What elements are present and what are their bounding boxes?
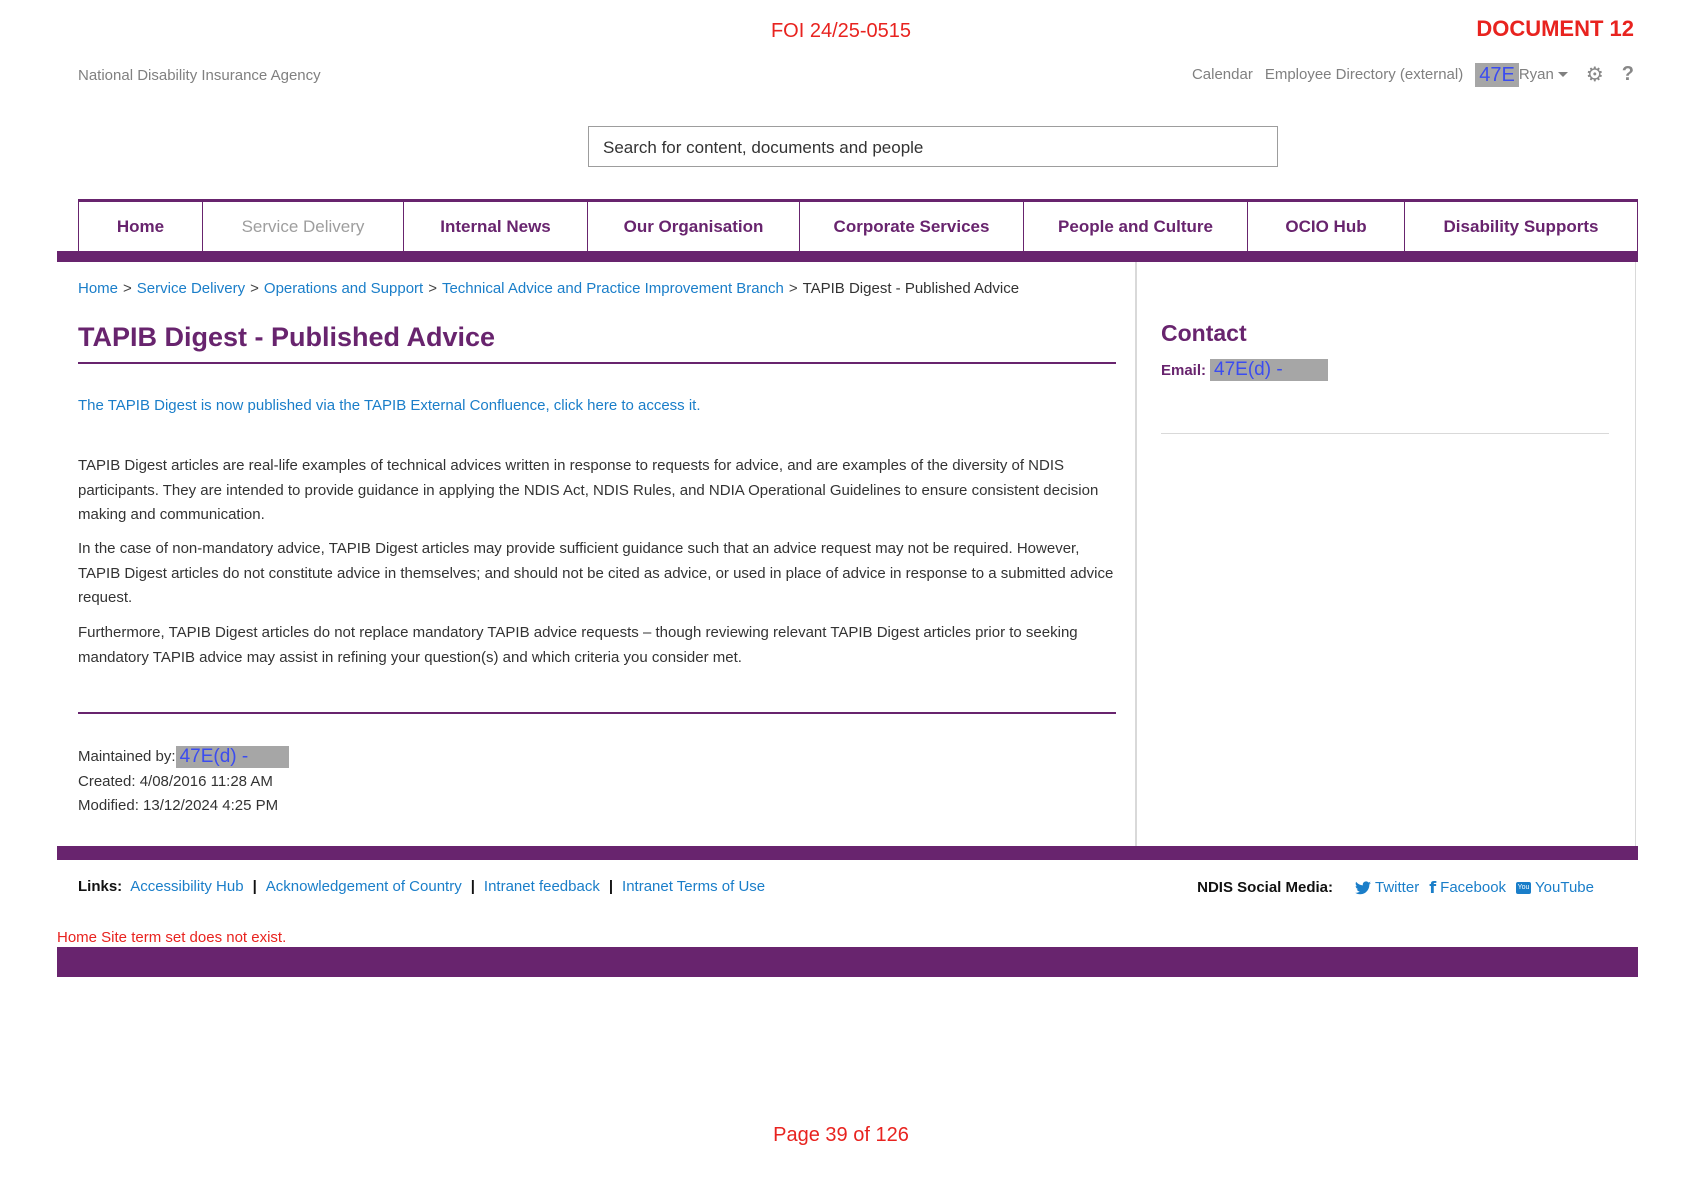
employee-directory-link[interactable]: Employee Directory (external) xyxy=(1264,66,1464,83)
maintained-redaction: 47E(d) - xyxy=(176,746,289,768)
accessibility-hub-link[interactable]: Accessibility Hub xyxy=(130,878,244,895)
bottom-band xyxy=(57,947,1638,977)
twitter-icon xyxy=(1355,881,1371,895)
youtube-icon: You xyxy=(1516,882,1531,894)
nav-item-disability-supports[interactable]: Disability Supports xyxy=(1404,202,1638,251)
nav-item-corporate-services[interactable]: Corporate Services xyxy=(799,202,1023,251)
content-divider xyxy=(78,712,1116,714)
nav-item-our-organisation[interactable]: Our Organisation xyxy=(587,202,799,251)
chevron-down-icon[interactable] xyxy=(1558,72,1568,77)
acknowledgement-link[interactable]: Acknowledgement of Country xyxy=(265,878,462,895)
document-label: DOCUMENT 12 xyxy=(1476,16,1634,41)
main-nav xyxy=(78,199,1638,251)
gear-icon[interactable]: ⚙ xyxy=(1585,64,1604,86)
email-redaction: 47E(d) - xyxy=(1210,359,1328,381)
user-menu[interactable]: Ryan xyxy=(1518,66,1554,83)
twitter-link[interactable]: Twitter xyxy=(1355,879,1419,896)
sidebar-edge xyxy=(1635,262,1636,847)
footer-links: Links: Accessibility Hub | Acknowledgement of Country | Intranet feedback | Intranet Terms of Use xyxy=(78,878,766,895)
paragraph-3: Furthermore, TAPIB Digest articles do not replace mandatory TAPIB advice requests – though reviewing relevant TAPIB Digest articles prior to seeking mandatory TAPIB advice may assist in refining your question(s) and which criteria you consider met. xyxy=(78,624,1078,666)
nav-item-internal-news[interactable]: Internal News xyxy=(403,202,587,251)
agency-name[interactable]: National Disability Insurance Agency xyxy=(78,67,321,84)
paragraph-2: In the case of non-mandatory advice, TAPIB Digest articles may provide sufficient guidance such that an advice request may not be required. However, TAPIB Digest articles do not constitute advice in themselves; and should not be cited as advice, or used in place of advice in response to a submitted advice request. xyxy=(78,540,1114,606)
intranet-feedback-link[interactable]: Intranet feedback xyxy=(483,878,600,895)
contact-title: Contact xyxy=(1161,320,1247,346)
title-divider xyxy=(78,362,1116,364)
nav-band xyxy=(57,251,1638,262)
nav-item-ocio-hub[interactable]: OCIO Hub xyxy=(1247,202,1404,251)
user-redaction: 47E xyxy=(1475,63,1519,87)
error-message: Home Site term set does not exist. xyxy=(57,929,287,946)
breadcrumb-operations-support[interactable]: Operations and Support xyxy=(263,280,424,297)
breadcrumb: Home > Service Delivery > Operations and Support > Technical Advice and Practice Improvement Branch > TAPIB Digest - Published Advice xyxy=(78,280,1020,297)
breadcrumb-home[interactable]: Home xyxy=(78,280,119,297)
created-date: Created: 4/08/2016 11:28 AM xyxy=(78,773,273,790)
nav-item-people-and-culture[interactable]: People and Culture xyxy=(1023,202,1247,251)
facebook-icon: f xyxy=(1429,878,1437,897)
nav-item-home[interactable]: Home xyxy=(78,202,202,251)
intranet-terms-link[interactable]: Intranet Terms of Use xyxy=(622,878,766,895)
search-input[interactable]: Search for content, documents and people xyxy=(588,126,1278,167)
facebook-link[interactable]: f Facebook xyxy=(1429,878,1507,897)
sidebar-rule xyxy=(1161,433,1609,434)
breadcrumb-service-delivery[interactable]: Service Delivery xyxy=(136,280,246,297)
nav-item-service-delivery[interactable]: Service Delivery xyxy=(202,202,403,251)
youtube-link[interactable]: You YouTube xyxy=(1517,879,1594,896)
maintained-by: Maintained by: 47E(d) - xyxy=(78,746,289,768)
page-number: Page 39 of 126 xyxy=(773,1124,909,1146)
breadcrumb-current: TAPIB Digest - Published Advice xyxy=(802,280,1020,297)
sidebar-divider xyxy=(1135,262,1137,847)
contact-email: Email: 47E(d) - xyxy=(1161,359,1328,381)
paragraph-1: TAPIB Digest articles are real-life examples of technical advices written in response to requests for advice, and are examples of the diversity of NDIS participants. They are intended to provide guidance in applying the NDIS Act, NDIS Rules, and NDIA Operational Guidelines to ensure consistent decision making and communication. xyxy=(78,457,1099,523)
modified-date: Modified: 13/12/2024 4:25 PM xyxy=(78,797,279,814)
social-media: NDIS Social Media: Twitter f Facebook You YouTube xyxy=(1197,878,1594,897)
footer-band xyxy=(57,846,1638,860)
breadcrumb-tapib-branch[interactable]: Technical Advice and Practice Improvement Branch xyxy=(441,280,784,297)
page-title: TAPIB Digest - Published Advice xyxy=(78,322,496,352)
foi-header: FOI 24/25-0515 xyxy=(770,20,912,42)
help-icon[interactable]: ? xyxy=(1621,63,1634,85)
top-links xyxy=(1180,62,1634,87)
calendar-link[interactable]: Calendar xyxy=(1191,66,1253,83)
confluence-access-link[interactable]: The TAPIB Digest is now published via the TAPIB External Confluence, click here to access it. xyxy=(78,397,701,414)
